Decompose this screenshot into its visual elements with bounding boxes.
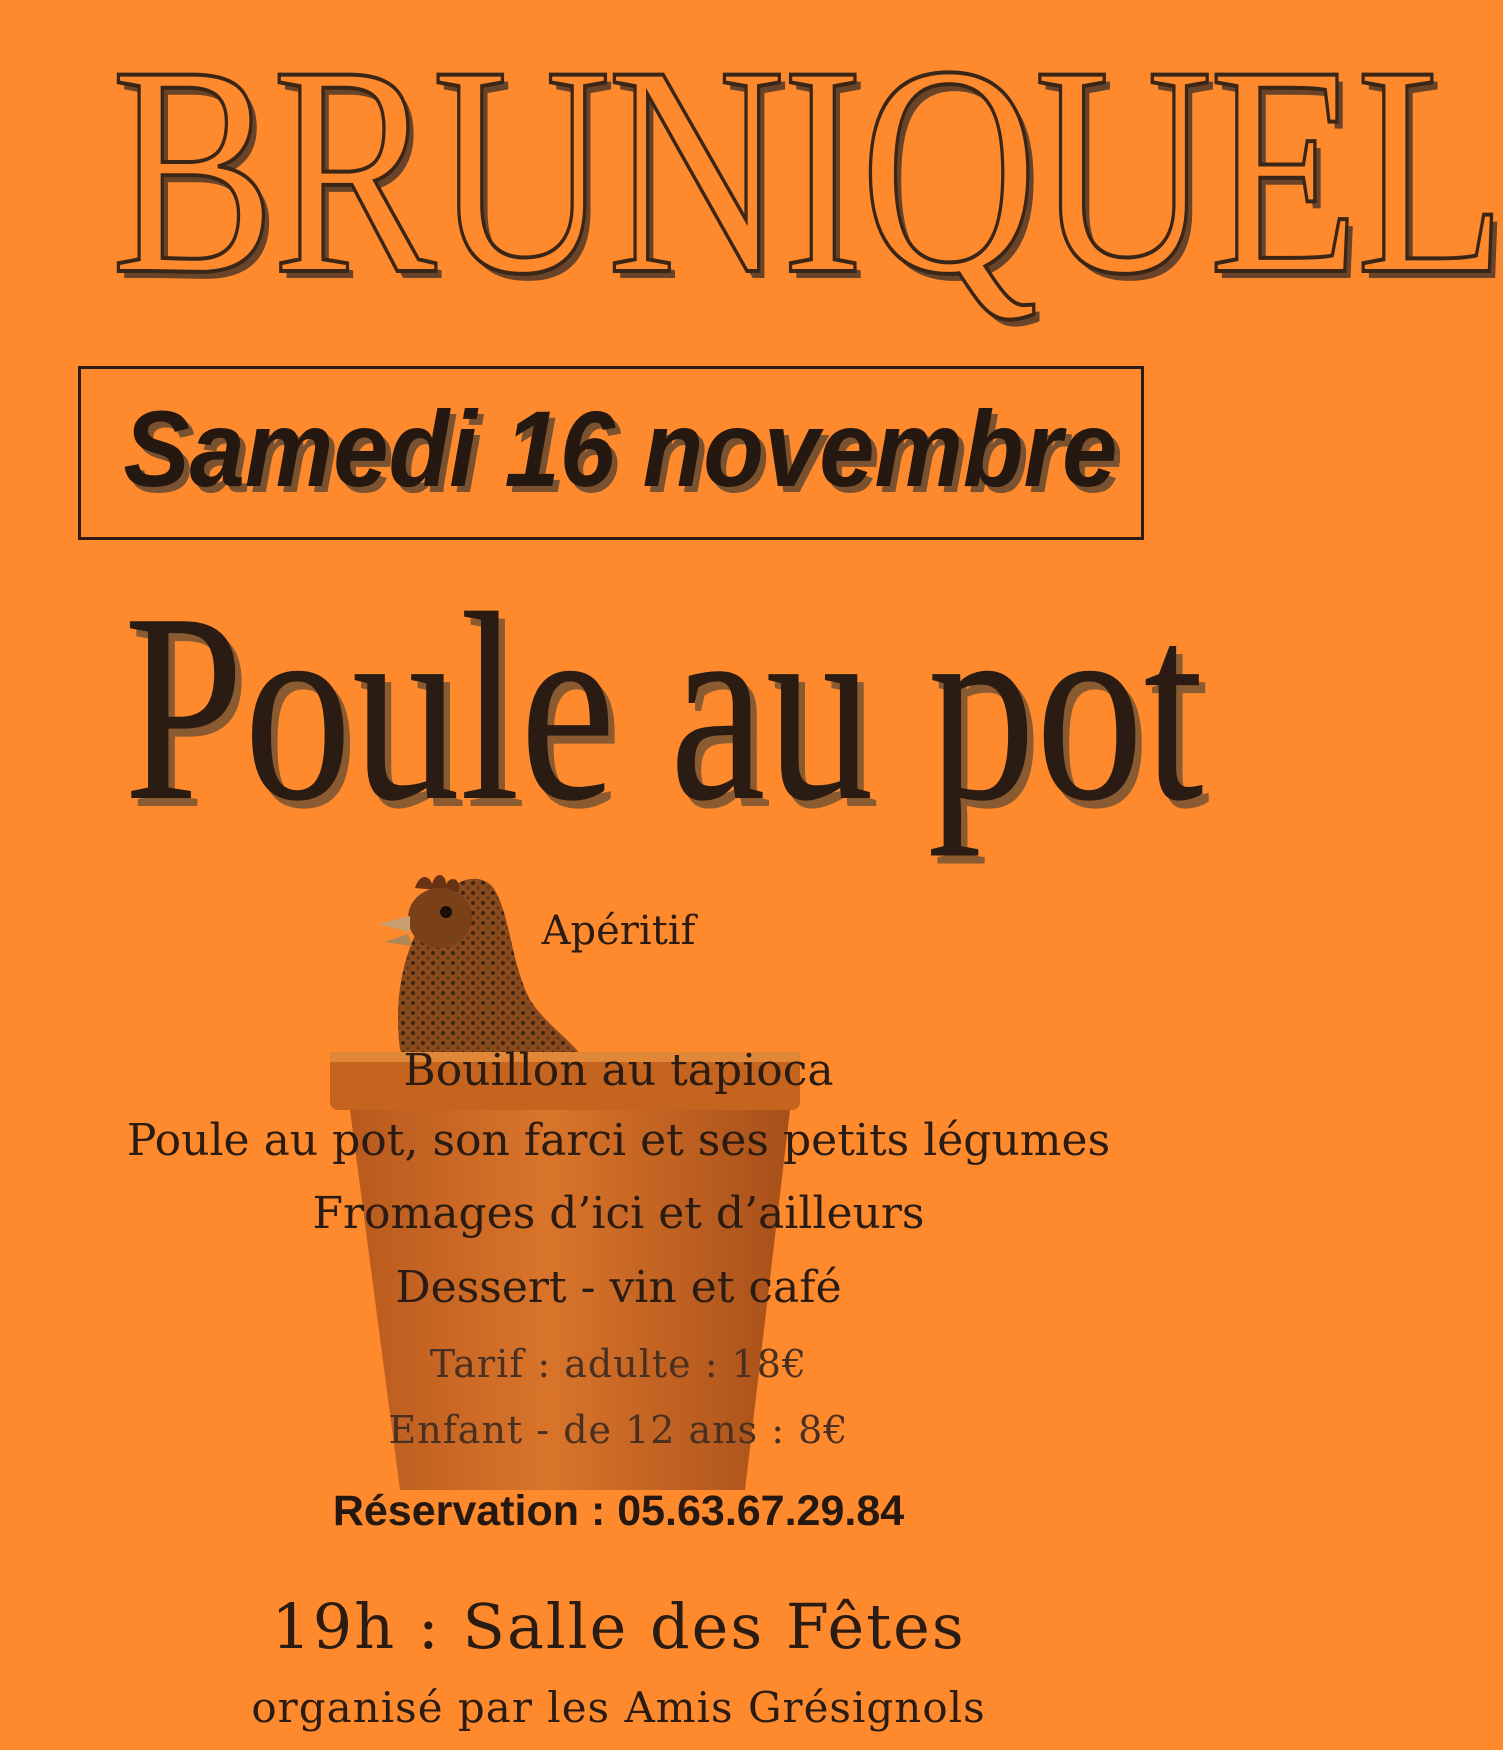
menu-course-3: Fromages d’ici et d’ailleurs bbox=[312, 1188, 925, 1239]
venue-time: 19h : Salle des Fêtes bbox=[271, 1590, 966, 1663]
reservation-phone: Réservation : 05.63.67.29.84 bbox=[332, 1487, 905, 1535]
town-title: BRUNIQUEL bbox=[111, 4, 1503, 336]
aperitif-label: Apéritif bbox=[541, 908, 696, 954]
menu-course-1: Bouillon au tapioca bbox=[403, 1045, 834, 1096]
menu-course-4: Dessert - vin et café bbox=[395, 1262, 842, 1313]
price-child: Enfant - de 12 ans : 8€ bbox=[388, 1408, 849, 1452]
date-box bbox=[78, 366, 1144, 540]
organizer: organisé par les Amis Grésignols bbox=[251, 1683, 986, 1732]
price-adult: Tarif : adulte : 18€ bbox=[429, 1342, 808, 1386]
menu-course-2: Poule au pot, son farci et ses petits légumes bbox=[126, 1115, 1111, 1166]
event-title: Poule au pot bbox=[123, 558, 1204, 857]
event-date: Samedi 16 novembre bbox=[123, 388, 1118, 509]
